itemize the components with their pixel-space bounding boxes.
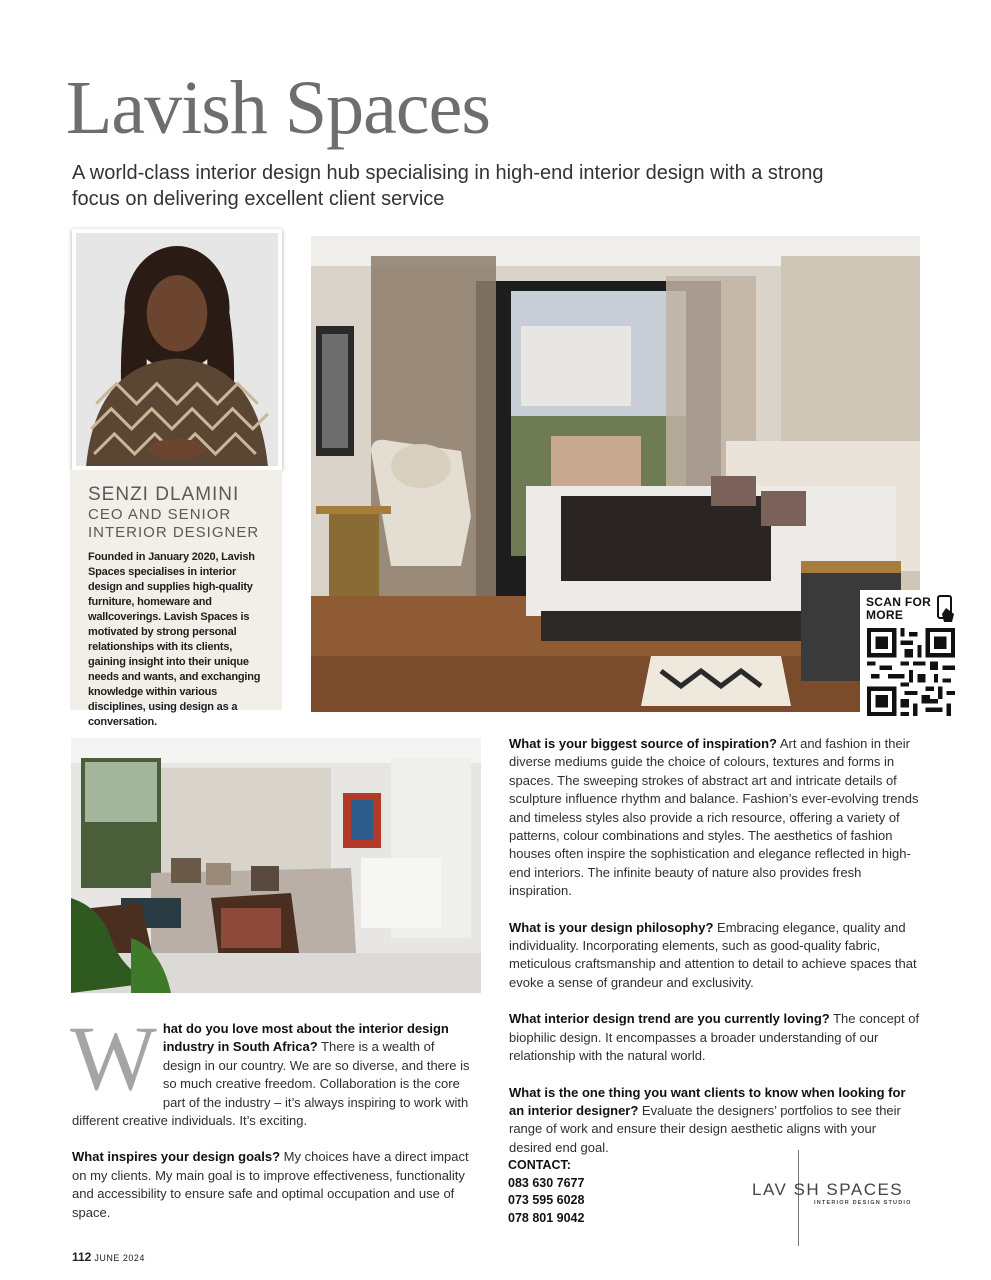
q1-answer: There is a wealth of design in our country. We are so diverse, and there is so much creative freedom. Collaboration is the core part of the industry – it’s always inspiring to work with different creative individuals. It’s exciting. [72,1039,470,1129]
profile-name: SENZI DLAMINI [88,484,240,505]
bedroom-photo [311,236,920,712]
q6-answer: Evaluate the designers’ portfolios to see their range of work and ensure their design aesthetic aligns with your desired end goal. [509,1102,901,1155]
contact-phone-2[interactable]: 073 595 6028 [508,1193,585,1207]
contact-heading: CONTACT: [508,1158,571,1172]
q3-paragraph [509,735,921,901]
lavish-spaces-logo [718,1150,958,1248]
page-footer [72,1250,145,1264]
q2-question: What inspires your design goals? [72,1149,281,1165]
q6-paragraph [509,1084,921,1158]
q1-question: hat do you love most about the interior design industry in South Africa? [162,1021,449,1055]
portrait-image [76,233,278,466]
issue-date: JUNE 2024 [94,1253,145,1263]
q4-question: What is your design philosophy? [509,919,714,935]
profile-description: Founded in January 2020, Lavish Spaces specialises in interior design and supplies high-quality furniture, homeware and wallcoverings. Lavish Spaces is motivated by strong personal relationships with its clients, gaining insight into their unique needs and wants, and exchanging knowledge within various disciplines, using design as a conversation. [88,551,261,728]
logo-text: LAV SH SPACES [752,1180,904,1199]
bedroom-image [311,236,920,712]
qr-label-line2: MORE [866,608,904,622]
q4-answer: Embracing elegance, quality and individuality. Incorporating elements, such as good-quality fabric, meticulous craftsmanship and attention to detail to achieve spaces that evoke a sense of grandeur and exclusivity. [509,919,917,990]
phone-scan-icon [934,594,956,624]
left-column-text [70,1007,472,1240]
living-room-photo [71,738,481,993]
qr-code-icon[interactable] [867,628,955,716]
qr-label-line1: SCAN FOR [866,595,932,609]
q2-answer: My choices have a direct impact on my clients. My main goal is to improve effectiveness, functionality and accessibility to ensure safe and optimal occupation and use of space. [72,1149,469,1220]
q3-answer: Art and fashion in their diverse mediums guide the choice of colours, textures and forms in spaces. The sweeping strokes of abstract art and intricate details of sculpture influence rhythm and balance. Fashion’s ever-evolving trends and timeless styles also provide a rich resource, offering a variety of patterns, colour combinations and styles. The aesthetics of fashion houses often inspire the sophistication and elegance reflected in high-end interiors. The infinite beauty of nature also provides fresh inspiration. [509,736,919,899]
profile-role-line1: CEO AND SENIOR [88,506,232,523]
logo-subtext: INTERIOR DESIGN STUDIO [814,1200,912,1206]
q5-answer: The concept of biophilic design. It encompasses a broader understanding of our relationship with the natural world. [509,1011,920,1064]
q5-question: What interior design trend are you currently loving? [509,1011,830,1027]
qr-box[interactable] [860,590,960,717]
contact-block [508,1157,584,1227]
q1-paragraph [70,1007,472,1130]
living-room-image [71,738,481,993]
profile-role-line2: INTERIOR DESIGNER [88,524,260,541]
page-number: 112 [72,1250,92,1264]
profile-panel [70,470,282,728]
page-title: Lavish Spaces [66,66,490,150]
portrait-photo [72,229,282,470]
q2-paragraph [72,1148,472,1222]
q4-paragraph [509,919,921,993]
right-column-text [509,735,921,1175]
q5-paragraph [509,1010,921,1065]
page-subtitle: A world-class interior design hub specialising in high-end interior design with a strong focus on delivering excellent client service [72,162,824,210]
dropcap: W [70,1007,157,1109]
q3-question: What is your biggest source of inspiration? [509,736,777,751]
contact-phone-3[interactable]: 078 801 9042 [508,1210,585,1225]
contact-phone-1[interactable]: 083 630 7677 [508,1175,585,1190]
q6-question: What is the one thing you want clients to know when looking for an interior designer? [509,1084,906,1118]
